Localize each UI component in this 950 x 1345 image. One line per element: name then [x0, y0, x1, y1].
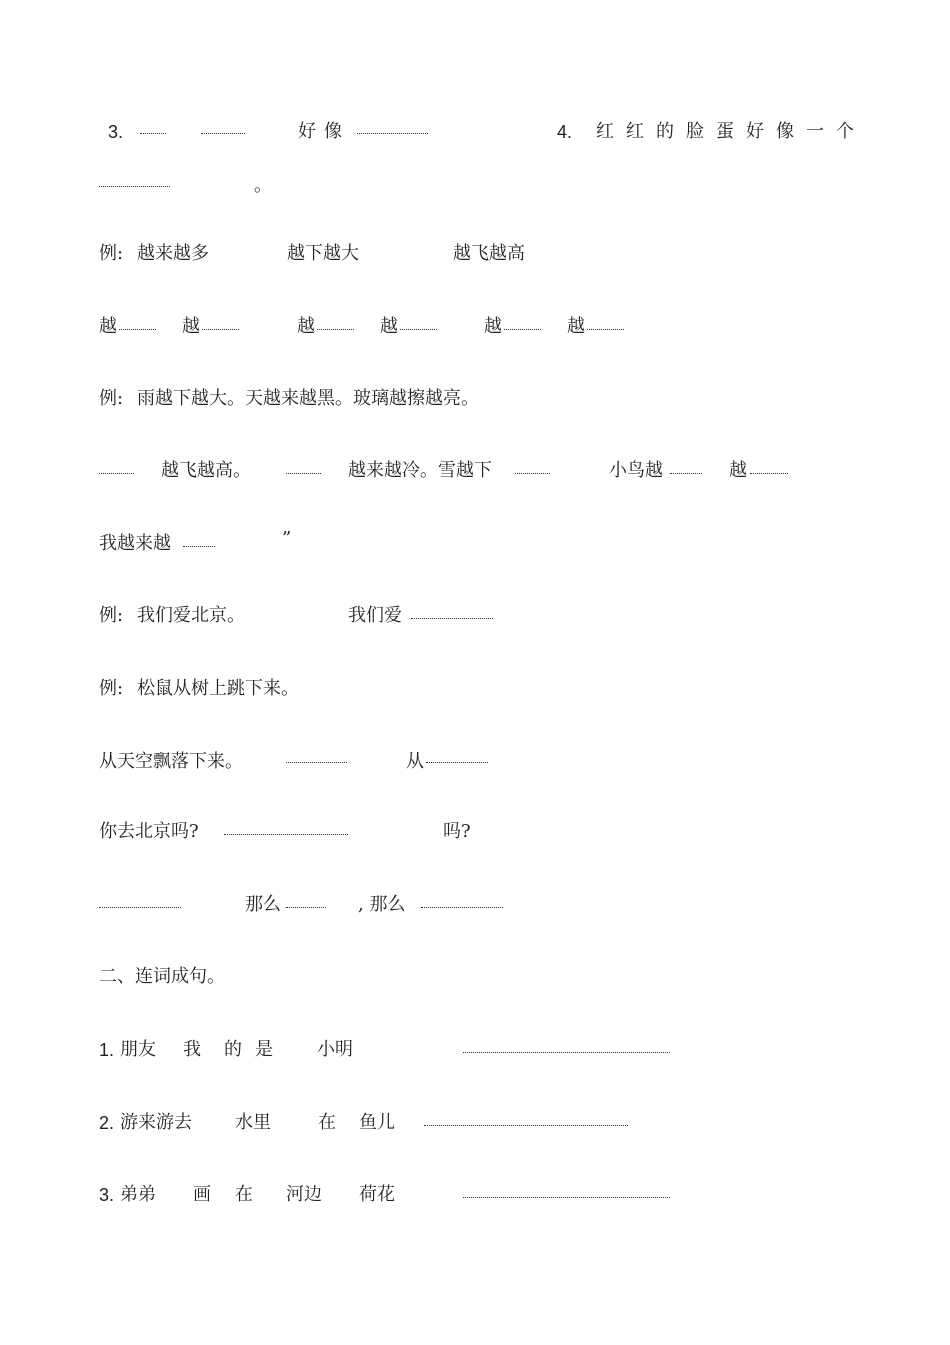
item-1-word: 朋友 — [120, 1039, 156, 1060]
blank-name-3[interactable] — [421, 907, 503, 908]
example-word-3: 越飞越高 — [453, 243, 525, 264]
blank-sent-2[interactable] — [286, 473, 321, 474]
ask-text-2: 吗? — [443, 821, 471, 842]
yue-char: 越 — [297, 316, 315, 337]
q3-word: 好像 — [298, 121, 350, 142]
section-2-title: 二、连词成句。 — [99, 966, 225, 987]
q4-end: 。 — [254, 175, 272, 196]
example-label: 例: — [99, 243, 124, 264]
blank-yue-5[interactable] — [504, 329, 541, 330]
from-fill-text-2: 从 — [406, 751, 424, 772]
item-3-word: 画 — [193, 1184, 211, 1205]
sent-fill2-text: 我越来越 — [99, 533, 171, 554]
item-3-word: 弟弟 — [120, 1184, 156, 1205]
blank-yue-4[interactable] — [400, 329, 437, 330]
item-2-word: 在 — [318, 1112, 336, 1133]
ask-text-1: 你去北京吗? — [99, 821, 199, 842]
blank-name-1[interactable] — [99, 907, 181, 908]
example-label: 例: — [99, 388, 124, 409]
name-text-1: 那么 — [245, 894, 281, 915]
example-love: 我们爱北京。 — [137, 605, 245, 626]
example-word-2: 越下越大 — [287, 243, 359, 264]
blank-q4[interactable] — [99, 186, 170, 187]
example-jump: 松鼠从树上跳下来。 — [137, 678, 299, 699]
example-label: 例: — [99, 605, 124, 626]
yue-char: 越 — [567, 316, 585, 337]
item-2-word: 水里 — [235, 1112, 271, 1133]
blank-sent-4[interactable] — [670, 473, 702, 474]
item-3-number: 3. — [99, 1185, 115, 1205]
blank-yue-1[interactable] — [119, 329, 156, 330]
item-1-word: 的 — [224, 1039, 242, 1060]
from-fill-text-1: 从天空飘落下来。 — [99, 751, 243, 772]
item-2-number: 2. — [99, 1113, 115, 1133]
item-3-word: 在 — [235, 1184, 253, 1205]
sent-fill-text-2: 越来越冷。雪越下 — [348, 460, 492, 481]
example-label: 例: — [99, 678, 124, 699]
item-3-word: 河边 — [286, 1184, 322, 1205]
sent-fill-text-4: 越 — [729, 460, 747, 481]
answer-line-2[interactable] — [424, 1125, 628, 1126]
sent-fill-text-3: 小鸟越 — [609, 460, 663, 481]
name-text-2: , 那么 — [358, 894, 406, 915]
item-3-word: 荷花 — [359, 1184, 395, 1205]
question-4-number: 4. — [557, 122, 573, 142]
blank-q3-2[interactable] — [201, 133, 245, 134]
blank-from-1[interactable] — [286, 762, 347, 763]
yue-char: 越 — [99, 316, 117, 337]
item-2-word: 鱼儿 — [359, 1112, 395, 1133]
blank-sent-3[interactable] — [515, 473, 550, 474]
blank-q3-3[interactable] — [357, 133, 428, 134]
blank-sent-1[interactable] — [99, 473, 134, 474]
item-1-number: 1. — [99, 1040, 115, 1060]
quote-mark: ” — [282, 528, 292, 549]
blank-yue-2[interactable] — [202, 329, 239, 330]
blank-from-2[interactable] — [426, 762, 488, 763]
item-1-word: 小明 — [317, 1039, 353, 1060]
item-1-word: 我 — [183, 1039, 201, 1060]
blank-name-2[interactable] — [286, 907, 326, 908]
yue-char: 越 — [380, 316, 398, 337]
yue-char: 越 — [182, 316, 200, 337]
q4-text: 红红的脸蛋好像一个 — [596, 121, 866, 142]
sent-fill-text-1: 越飞越高。 — [161, 460, 251, 481]
item-2-word: 游来游去 — [120, 1112, 192, 1133]
yue-char: 越 — [484, 316, 502, 337]
item-1-word: 是 — [255, 1039, 273, 1060]
blank-yue-3[interactable] — [317, 329, 354, 330]
example-word-1: 越来越多 — [137, 243, 209, 264]
example-sentence: 雨越下越大。天越来越黑。玻璃越擦越亮。 — [137, 388, 479, 409]
blank-yue-6[interactable] — [587, 329, 624, 330]
answer-line-1[interactable] — [463, 1052, 670, 1053]
blank-sent-5[interactable] — [750, 473, 788, 474]
blank-sent-6[interactable] — [183, 546, 215, 547]
blank-q3-1[interactable] — [140, 133, 166, 134]
blank-love[interactable] — [411, 618, 493, 619]
blank-ask[interactable] — [224, 834, 348, 835]
love-fill-text: 我们爱 — [348, 605, 402, 626]
question-3-number: 3. — [108, 122, 124, 142]
answer-line-3[interactable] — [463, 1197, 670, 1198]
